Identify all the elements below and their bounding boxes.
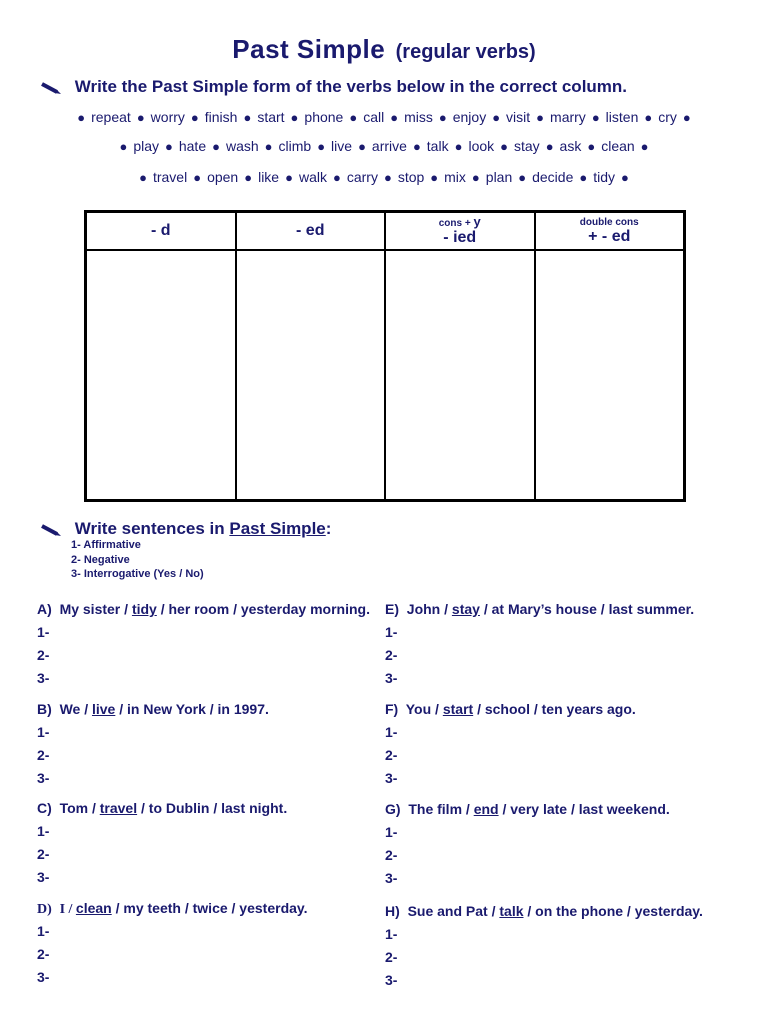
verb-word: climb <box>278 138 312 154</box>
verb-word: stop <box>397 169 425 185</box>
bullet-icon: ● <box>332 170 341 185</box>
column-ed-header: - ed <box>236 212 386 250</box>
answer-line-3[interactable]: 3- <box>385 972 398 988</box>
bullet-icon: ● <box>471 170 480 185</box>
bullet-icon: ● <box>454 139 463 154</box>
bullet-icon: ● <box>430 170 439 185</box>
bullet-icon: ● <box>243 110 252 125</box>
verb-word: enjoy <box>452 109 487 125</box>
answer-line-2[interactable]: 2- <box>385 847 398 863</box>
target-verb: tidy <box>131 601 157 617</box>
verb-word: look <box>468 138 495 154</box>
answer-line-1[interactable]: 1- <box>385 824 398 840</box>
bullet-icon: ● <box>438 110 447 125</box>
verb-word: hate <box>178 138 207 154</box>
type-interrogative: 3- Interrogative (Yes / No) <box>71 568 204 580</box>
bullet-icon: ● <box>383 170 392 185</box>
bullet-icon: ● <box>640 139 649 154</box>
column-d-header: - d <box>86 212 236 250</box>
exercise-prompt: D) I / clean / my teeth / twice / yesterday. <box>37 900 308 917</box>
exercise-f <box>385 701 636 793</box>
verb-word: miss <box>404 109 433 125</box>
bullet-icon: ● <box>500 139 508 154</box>
verb-word: finish <box>204 109 238 125</box>
bullet-icon: ● <box>621 170 629 185</box>
verb-row-3 <box>0 169 768 185</box>
verb-word: repeat <box>91 109 131 125</box>
bullet-icon: ● <box>536 110 545 125</box>
verb-word: ask <box>559 138 582 154</box>
target-verb: clean <box>75 900 112 916</box>
verb-word: call <box>363 109 385 125</box>
verb-word: walk <box>298 169 327 185</box>
answer-line-2[interactable]: 2- <box>37 647 50 663</box>
bullet-icon: ● <box>244 170 253 185</box>
verb-word: cry <box>658 109 677 125</box>
verb-word: play <box>133 138 159 154</box>
pencil-icon <box>40 523 62 537</box>
column-double-header: double cons + - ed <box>535 212 685 250</box>
title-sub: (regular verbs) <box>395 41 536 63</box>
bullet-icon: ● <box>390 110 399 125</box>
bullet-icon: ● <box>264 139 273 154</box>
answer-line-3[interactable]: 3- <box>37 869 50 885</box>
verb-word: arrive <box>371 138 407 154</box>
bullet-icon: ● <box>587 139 596 154</box>
target-verb: stay <box>451 601 480 617</box>
verb-word: worry <box>150 109 185 125</box>
answer-line-3[interactable]: 3- <box>37 670 50 686</box>
bullet-icon: ● <box>190 110 199 125</box>
exercise-prompt: G) The film / end / very late / last weekend. <box>385 801 670 817</box>
verb-word: talk <box>426 138 449 154</box>
verb-row-1 <box>0 109 768 125</box>
exercise-prompt: A) My sister / tidy / her room / yesterday morning. <box>37 601 370 617</box>
target-verb: live <box>91 701 116 717</box>
answer-line-2[interactable]: 2- <box>385 949 398 965</box>
verb-word: start <box>257 109 285 125</box>
bullet-icon: ● <box>412 139 421 154</box>
past-simple-underlined: Past Simple <box>229 519 326 538</box>
verb-row-2 <box>0 138 768 154</box>
target-verb: talk <box>499 903 524 919</box>
answer-line-2[interactable]: 2- <box>385 747 398 763</box>
exercise-e <box>385 601 694 693</box>
verb-word: mix <box>444 169 466 185</box>
bullet-icon: ● <box>290 110 299 125</box>
verb-word: clean <box>601 138 635 154</box>
answer-line-2[interactable]: 2- <box>37 747 50 763</box>
bullet-icon: ● <box>358 139 366 154</box>
verb-word: live <box>331 138 353 154</box>
answer-line-1[interactable]: 1- <box>37 724 50 740</box>
sentence-types <box>71 538 204 582</box>
target-verb: start <box>442 701 474 717</box>
answer-line-2[interactable]: 2- <box>37 946 50 962</box>
exercise-prompt: B) We / live / in New York / in 1997. <box>37 701 269 717</box>
exercise-h <box>385 903 703 995</box>
instruction-sentences: Write sentences in Past Simple: <box>40 519 331 539</box>
verb-word: marry <box>550 109 586 125</box>
verb-word: decide <box>532 169 574 185</box>
verb-word: travel <box>152 169 188 185</box>
page-title <box>0 34 768 65</box>
exercise-prompt: C) Tom / travel / to Dublin / last night. <box>37 800 288 816</box>
bullet-icon: ● <box>317 139 326 154</box>
target-verb: travel <box>99 800 138 816</box>
pencil-icon <box>40 81 62 95</box>
bullet-icon: ● <box>579 170 588 185</box>
verb-word: plan <box>485 169 513 185</box>
instruction-columns-text: Write the Past Simple form of the verbs below in the correct column. <box>74 77 628 96</box>
verb-word: like <box>258 169 280 185</box>
type-affirmative: 1- Affirmative <box>71 539 141 551</box>
verb-columns-table <box>84 210 686 502</box>
answer-line-2[interactable]: 2- <box>385 647 398 663</box>
verb-word: open <box>207 169 239 185</box>
bullet-icon: ● <box>682 110 691 125</box>
exercise-c <box>37 800 287 892</box>
column-double-answer-area[interactable] <box>535 250 685 500</box>
verb-word: visit <box>506 109 531 125</box>
answer-line-1[interactable]: 1- <box>37 624 50 640</box>
column-ied-header: cons + y - ied <box>385 212 535 250</box>
answer-line-3[interactable]: 3- <box>385 870 398 886</box>
bullet-icon: ● <box>518 170 527 185</box>
answer-line-3[interactable]: 3- <box>37 770 50 786</box>
exercise-a <box>37 601 370 693</box>
bullet-icon: ● <box>165 139 173 154</box>
type-negative: 2- Negative <box>71 553 130 566</box>
bullet-icon: ● <box>77 110 86 125</box>
exercise-prompt: E) John / stay / at Mary’s house / last summer. <box>385 601 695 617</box>
answer-line-1[interactable]: 1- <box>37 823 50 839</box>
instruction-columns <box>40 77 627 97</box>
answer-line-1[interactable]: 1- <box>385 624 398 640</box>
answer-line-3[interactable]: 3- <box>385 770 398 786</box>
title-main: Past Simple <box>232 34 386 64</box>
column-d-answer-area[interactable] <box>86 250 236 500</box>
column-ed-answer-area[interactable] <box>236 250 386 500</box>
target-verb: end <box>473 801 499 817</box>
verb-word: stay <box>514 138 540 154</box>
exercise-d <box>37 900 308 992</box>
bullet-icon: ● <box>285 170 293 185</box>
verb-word: listen <box>605 109 639 125</box>
answer-line-3[interactable]: 3- <box>385 670 398 686</box>
verb-word: tidy <box>593 169 616 185</box>
answer-line-1[interactable]: 1- <box>385 724 398 740</box>
answer-line-1[interactable]: 1- <box>37 923 50 939</box>
bullet-icon: ● <box>644 110 653 125</box>
bullet-icon: ● <box>349 110 358 125</box>
bullet-icon: ● <box>492 110 501 125</box>
exercise-prompt: F) You / start / school / ten years ago. <box>385 701 636 717</box>
exercise-g <box>385 801 670 893</box>
answer-line-2[interactable]: 2- <box>37 846 50 862</box>
answer-line-1[interactable]: 1- <box>385 926 398 942</box>
answer-line-3[interactable]: 3- <box>37 969 50 985</box>
bullet-icon: ● <box>139 170 147 185</box>
verb-word: carry <box>346 169 378 185</box>
exercise-b <box>37 701 269 793</box>
bullet-icon: ● <box>591 110 600 125</box>
bullet-icon: ● <box>212 139 220 154</box>
verb-word: phone <box>304 109 344 125</box>
bullet-icon: ● <box>136 110 145 125</box>
column-ied-answer-area[interactable] <box>385 250 535 500</box>
bullet-icon: ● <box>545 139 554 154</box>
exercise-prompt: H) Sue and Pat / talk / on the phone / yesterday. <box>385 903 703 919</box>
bullet-icon: ● <box>193 170 202 185</box>
verb-word: wash <box>225 138 259 154</box>
bullet-icon: ● <box>119 139 128 154</box>
